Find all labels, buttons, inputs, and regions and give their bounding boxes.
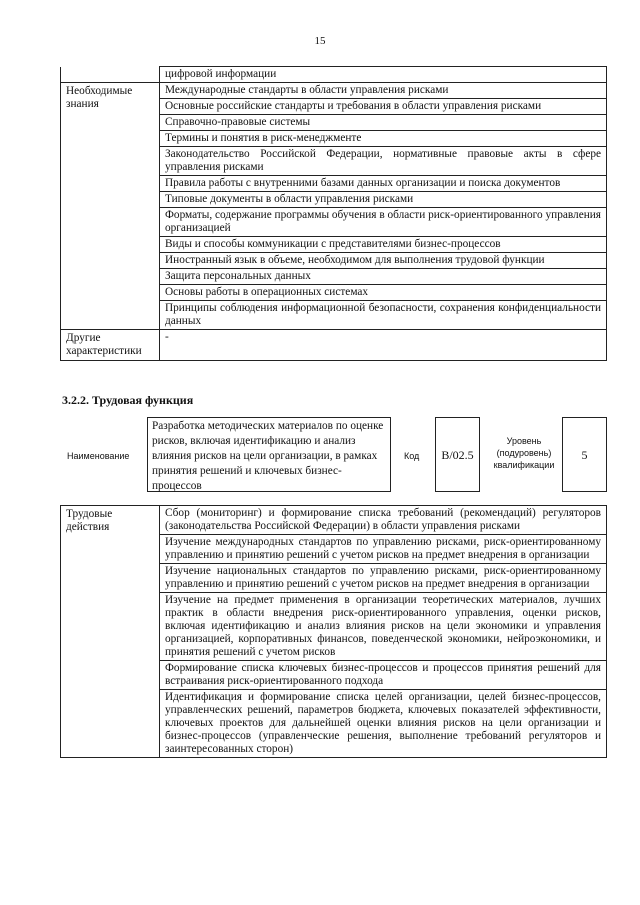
- knowledge-table: [60, 66, 607, 361]
- level-box: 5: [562, 417, 607, 492]
- table-row: [61, 67, 607, 83]
- knowledge-item: Иностранный язык в объеме, необходимом для выполнения трудовой функции: [160, 253, 607, 269]
- function-name-box: Разработка методических материалов по оценке рисков, включая идентификацию и анализ влияния рисков на цели организации, в рамках принятия решений и ключевых бизнес-процессов: [147, 417, 391, 492]
- code-box: B/02.5: [435, 417, 480, 492]
- labor-action-item: Изучение национальных стандартов по управлению рисками, риск-ориентированному управлению и принятию решений с учетом рисков на предмет внедрения в организации: [160, 564, 607, 593]
- knowledge-item: Законодательство Российской Федерации, нормативные правовые акты в сфере управления рисками: [160, 147, 607, 176]
- labor-action-item: Изучение на предмет применения в организации теоретических материалов, лучших практик в области внедрения риск-ориентированного управления, оценки рисков, включая идентификацию и анализ влияния рисков на цели экономики и управления организацией, корпоративных финансов, поведенческой экономики, нейроэкономики, и принятия решений с учетом рисков: [160, 593, 607, 661]
- section-title: 3.2.2. Трудовая функция: [62, 393, 194, 407]
- knowledge-item: Справочно-правовые системы: [160, 115, 607, 131]
- name-label: Наименование: [67, 451, 130, 461]
- level-label: Уровень (подуровень) квалификации: [493, 436, 555, 470]
- knowledge-item: Основы работы в операционных системах: [160, 285, 607, 301]
- knowledge-label: Необходимые знания: [61, 83, 160, 330]
- knowledge-item: Международные стандарты в области управления рисками: [160, 83, 607, 99]
- other-characteristics-label: Другие характеристики: [61, 330, 160, 361]
- continued-text-cell: цифровой информации: [160, 67, 607, 83]
- labor-action-item: Идентификация и формирование списка целей организации, целей бизнес-процессов, управленческих решений, параметров бюджета, ключевых показателей эффективности, ключевых проектов для дальнейшей оценки влияния рисков на цели организации и бизнес-процессов (управленческие решения, выполнение требований регуляторов и заинтересованных сторон): [160, 690, 607, 758]
- knowledge-item: Виды и способы коммуникации с представителями бизнес-процессов: [160, 237, 607, 253]
- labor-action-item: Изучение международных стандартов по управлению рисками, риск-ориентированному управлению и принятию решений с учетом рисков на предмет внедрения в организации: [160, 535, 607, 564]
- table-row: [61, 330, 607, 361]
- table-row: [61, 83, 607, 99]
- knowledge-item: Типовые документы в области управления рисками: [160, 192, 607, 208]
- knowledge-item: Термины и понятия в риск-менеджменте: [160, 131, 607, 147]
- labor-action-item: Сбор (мониторинг) и формирование списка требований (рекомендаций) регуляторов (законодательства Российской Федерации) в области управления рисками: [160, 506, 607, 535]
- labor-actions-label: Трудовые действия: [61, 506, 160, 758]
- knowledge-item: Форматы, содержание программы обучения в области риск-ориентированного управления организацией: [160, 208, 607, 237]
- knowledge-item: Основные российские стандарты и требования в области управления рисками: [160, 99, 607, 115]
- table-row: [61, 506, 607, 535]
- code-label: Код: [404, 451, 420, 461]
- labor-action-item: Формирование списка ключевых бизнес-процессов и процессов принятия решений для встраивания риск-ориентированного подхода: [160, 661, 607, 690]
- knowledge-item: Правила работы с внутренними базами данных организации и поиска документов: [160, 176, 607, 192]
- other-characteristics-value: -: [160, 330, 607, 361]
- knowledge-item: Принципы соблюдения информационной безопасности, сохранения конфиденциальности данных: [160, 301, 607, 330]
- labor-actions-table: [60, 505, 607, 758]
- knowledge-item: Защита персональных данных: [160, 269, 607, 285]
- page-number: 15: [314, 35, 326, 47]
